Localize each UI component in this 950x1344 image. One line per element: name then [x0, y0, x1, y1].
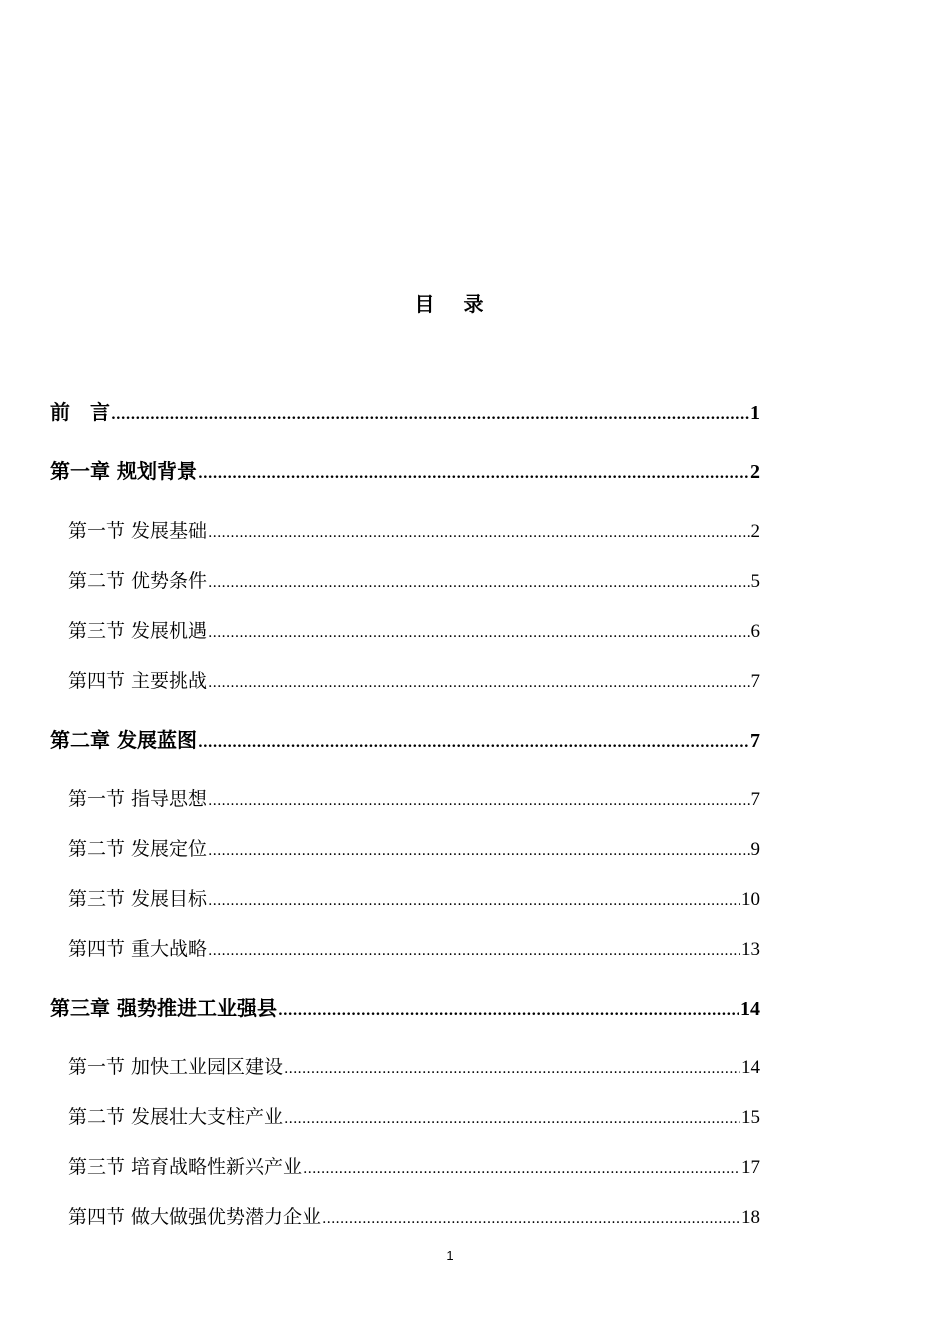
- dot-leader: [208, 619, 749, 647]
- dot-leader: [208, 837, 749, 865]
- toc-entry-ch3-sec3[interactable]: [50, 1153, 760, 1181]
- toc-entry-page: 7: [750, 789, 760, 810]
- dot-leader: [208, 937, 740, 965]
- toc-entry-page: 6: [750, 621, 760, 642]
- toc-entry-label: 第三章 强势推进工业强县: [50, 996, 277, 1020]
- toc-entry-label: 第一节 加快工业园区建设: [68, 1056, 284, 1078]
- toc-entry-page: 9: [750, 839, 760, 860]
- toc-entry-label: 第二节 发展壮大支柱产业: [68, 1106, 284, 1128]
- toc-entry-label: 第三节 发展目标: [68, 888, 208, 910]
- dot-leader: [198, 460, 749, 488]
- dot-leader: [208, 787, 749, 815]
- toc-entry-page: 1: [750, 402, 760, 424]
- toc-entry-chapter-3[interactable]: [50, 994, 760, 1022]
- toc-title: 目 录: [414, 292, 486, 316]
- dot-leader: [198, 729, 749, 757]
- toc-entry-preface[interactable]: [50, 398, 760, 426]
- dot-leader: [322, 1205, 740, 1233]
- toc-entry-page: 17: [741, 1157, 760, 1178]
- toc-entry-page: 14: [741, 1057, 760, 1078]
- toc-entry-label: 第四节 主要挑战: [68, 670, 208, 692]
- toc-entry-chapter-2[interactable]: [50, 726, 760, 754]
- toc-entry-page: 13: [741, 939, 760, 960]
- toc-entry-ch1-sec1[interactable]: [50, 517, 760, 545]
- page-number: 1: [446, 1248, 454, 1263]
- toc-entry-ch2-sec4[interactable]: [50, 935, 760, 963]
- dot-leader: [284, 1105, 740, 1133]
- dot-leader: [278, 997, 739, 1025]
- toc-entry-page: 7: [750, 671, 760, 692]
- toc-entry-ch2-sec3[interactable]: [50, 885, 760, 913]
- toc-entry-label: 第二章 发展蓝图: [50, 728, 197, 752]
- dot-leader: [284, 1055, 740, 1083]
- dot-leader: [208, 887, 740, 915]
- toc-entry-label: 第一章 规划背景: [50, 459, 197, 483]
- toc-entry-label: 第二节 发展定位: [68, 838, 208, 860]
- toc-entry-label: 第一节 指导思想: [68, 788, 208, 810]
- toc-entry-ch3-sec2[interactable]: [50, 1103, 760, 1131]
- toc-entry-ch1-sec2[interactable]: [50, 567, 760, 595]
- dot-leader: [208, 669, 749, 697]
- toc-entry-ch1-sec3[interactable]: [50, 617, 760, 645]
- dot-leader: [208, 519, 749, 547]
- toc-entry-page: 10: [741, 889, 760, 910]
- dot-leader: [208, 569, 749, 597]
- toc-entry-page: 5: [750, 571, 760, 592]
- toc-entry-page: 18: [741, 1207, 760, 1228]
- toc-entry-label: 第三节 培育战略性新兴产业: [68, 1156, 303, 1178]
- dot-leader: [111, 401, 749, 429]
- toc-entry-label: 第三节 发展机遇: [68, 620, 208, 642]
- toc-entry-ch2-sec2[interactable]: [50, 835, 760, 863]
- toc-entry-label: 前 言: [50, 400, 110, 424]
- toc-entry-ch3-sec1[interactable]: [50, 1053, 760, 1081]
- toc-entry-page: 2: [750, 461, 760, 483]
- toc-entry-label: 第一节 发展基础: [68, 520, 208, 542]
- dot-leader: [303, 1155, 740, 1183]
- toc-entry-label: 第四节 重大战略: [68, 938, 208, 960]
- toc-entry-chapter-1[interactable]: [50, 457, 760, 485]
- toc-entry-ch3-sec4[interactable]: [50, 1203, 760, 1231]
- toc-entry-page: 14: [740, 998, 760, 1020]
- toc-entry-page: 7: [750, 730, 760, 752]
- toc-entry-page: 2: [750, 521, 760, 542]
- toc-entry-label: 第二节 优势条件: [68, 570, 208, 592]
- toc-entry-label: 第四节 做大做强优势潜力企业: [68, 1206, 322, 1228]
- toc-entry-page: 15: [741, 1107, 760, 1128]
- toc-entry-ch2-sec1[interactable]: [50, 785, 760, 813]
- toc-entry-ch1-sec4[interactable]: [50, 667, 760, 695]
